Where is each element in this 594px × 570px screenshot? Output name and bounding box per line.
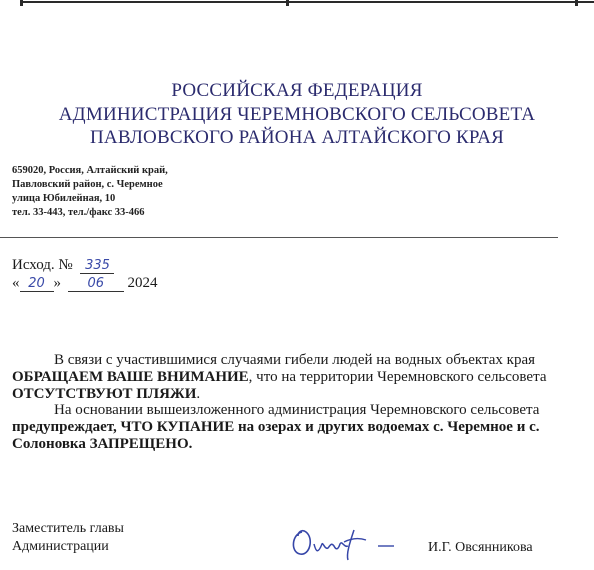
signatory-title-line: Администрации [12,539,109,554]
outgoing-label: Исход. № [12,257,73,273]
top-border-line [20,1,594,3]
header-administration: АДМИНИСТРАЦИЯ ЧЕРЕМНОВСКОГО СЕЛЬСОВЕТА [58,104,536,125]
date-day-field [20,276,54,292]
handwritten-signature [288,524,398,562]
header-divider [0,237,558,238]
top-border-tick [286,0,289,6]
date-day: 20 [28,276,45,291]
address-block [12,164,168,220]
address-line: 659020, Россия, Алтайский край, [12,165,168,176]
date-quote-open: « [12,275,20,291]
outgoing-number-value: 335 [85,258,110,273]
outgoing-date [12,275,158,292]
page-top-border [0,0,594,6]
header-country: РОССИЙСКАЯ ФЕДЕРАЦИЯ [171,80,423,101]
address-line: улица Юбилейная, 10 [12,193,116,204]
address-phone: тел. 33-443, тел./факс 33-466 [12,207,145,218]
date-month: 06 [87,276,105,291]
address-line: Павловский район, с. Черемное [12,179,163,190]
emphasis-text: ОТСУТСТВУЮТ ПЛЯЖИ [12,386,197,402]
emphasis-text: предупреждает, ЧТО КУПАНИЕ на озерах и других водоемах с. Черемное и с. Солоновка ЗАПРЕЩЕНО. [12,419,540,452]
signatory-name: И.Г. Овсянникова [428,540,533,555]
date-quote-close: » [53,275,61,291]
paragraph-text: , что на территории Черемновского сельсовета [248,369,547,385]
outgoing-number-field [80,258,114,274]
signatory-title-line: Заместитель главы [12,521,124,536]
emphasis-text: ОБРАЩАЕМ ВАШЕ ВНИМАНИЕ [12,369,249,385]
notice-paragraph-2 [12,402,572,453]
header-district: ПАВЛОВСКОГО РАЙОНА АЛТАЙСКОГО КРАЯ [89,127,505,148]
outgoing-number [12,257,114,274]
paragraph-text: На основании вышеизложенного администрация Черемновского сельсовета [54,402,540,418]
paragraph-text: . [196,386,201,402]
date-month-field [68,276,124,292]
top-border-tick [20,0,23,6]
top-border-tick [575,0,578,6]
paragraph-text: В связи с участившимися случаями гибели людей на водных объектах края [54,352,536,368]
notice-paragraph-1 [12,352,572,403]
signatory-title [12,520,124,556]
date-year: 2024 [127,275,158,291]
